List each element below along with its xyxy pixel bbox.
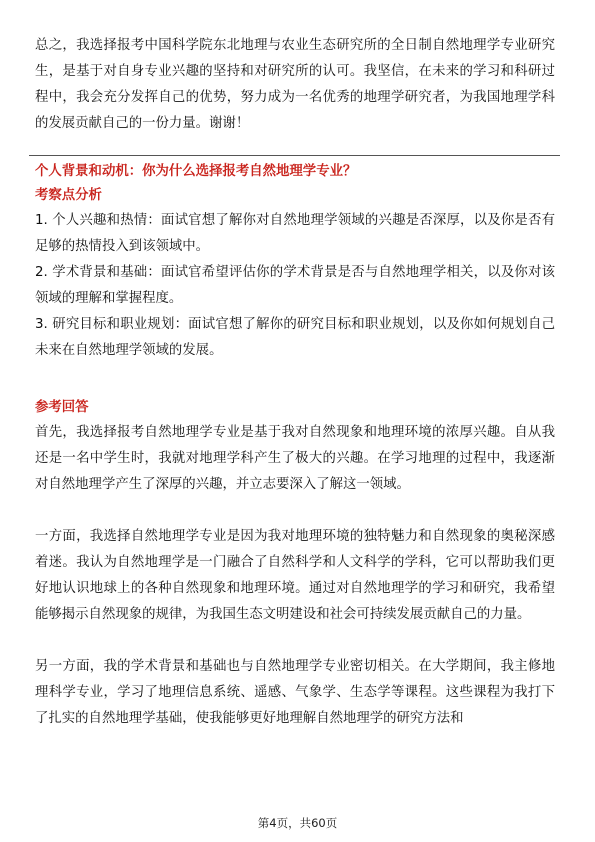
- analysis-point-2: 2. 学术背景和基础：面试官希望评估你的学术背景是否与自然地理学相关，以及你对该领域的理解和掌握程度。: [35, 265, 555, 306]
- analysis-point-1: 1. 个人兴趣和热情：面试官想了解你对自然地理学领域的兴趣是否深厚，以及你是否有足够的热情投入到该领域中。: [35, 213, 555, 254]
- question-section: [35, 160, 555, 364]
- page-number-footer: 第4页，共60页: [257, 816, 338, 830]
- section-divider: [29, 155, 560, 156]
- analysis-heading: 考察点分析: [35, 188, 102, 203]
- answer-heading: 参考回答: [35, 400, 89, 415]
- answer-paragraph-3: 另一方面，我的学术背景和基础也与自然地理学专业密切相关。在大学期间，我主修地理科学专业，学习了地理信息系统、遥感、气象学、生态学等课程。这些课程为我打下了扎实的自然地理学基础，使我能够更好地理解自然地理学的研究方法和: [35, 659, 555, 726]
- answer-paragraph-2: 一方面，我选择自然地理学专业是因为我对地理环境的独特魅力和自然现象的奥秘深感着迷。我认为自然地理学是一门融合了自然科学和人文科学的学科，它可以帮助我们更好地认识地球上的各种自然现象和地理环境。通过对自然地理学的学习和研究，我希望能够揭示自然现象的规律，为我国生态文明建设和社会可持续发展贡献自己的力量。: [35, 529, 555, 622]
- answer-section: [35, 396, 555, 732]
- answer-paragraph-1: 首先，我选择报考自然地理学专业是基于我对自然现象和地理环境的浓厚兴趣。自从我还是一名中学生时，我就对地理学科产生了极大的兴趣。在学习地理的过程中，我逐渐对自然地理学产生了深厚的兴趣，并立志要深入了解这一领域。: [35, 425, 555, 492]
- intro-paragraph: 总之，我选择报考中国科学院东北地理与农业生态研究所的全日制自然地理学专业研究生，是基于对自身专业兴趣的坚持和对研究所的认可。我坚信，在未来的学习和科研过程中，我会充分发挥自己的优势，努力成为一名优秀的地理学研究者，为我国地理学科的发展贡献自己的一份力量。谢谢！: [35, 38, 555, 131]
- intro-section: [35, 33, 555, 137]
- analysis-point-3: 3. 研究目标和职业规划：面试官想了解你的研究目标和职业规划，以及你如何规划自己未来在自然地理学领域的发展。: [35, 317, 555, 358]
- question-title: 个人背景和动机：你为什么选择报考自然地理学专业？: [35, 164, 357, 179]
